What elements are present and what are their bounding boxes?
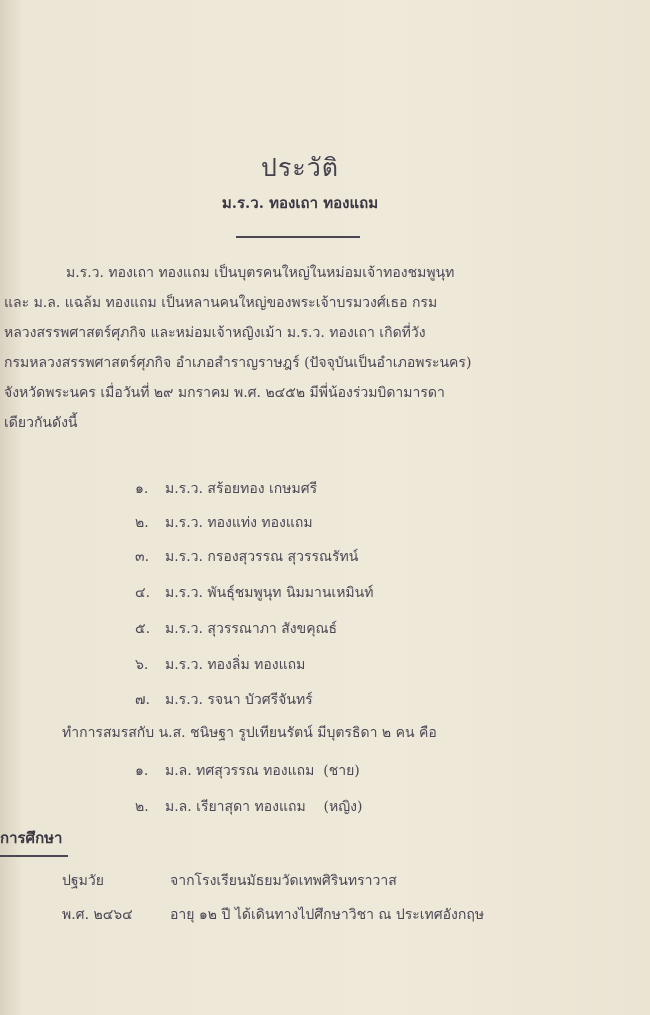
child-gender: (หญิง) — [323, 799, 363, 815]
sibling-name: ม.ร.ว. ทองแท่ง ทองแถม — [165, 515, 313, 531]
title-divider — [236, 236, 360, 238]
sibling-item — [135, 582, 373, 604]
sibling-name: ม.ร.ว. ทองลิ่ม ทองแถม — [165, 657, 306, 673]
sibling-number: ๑. — [135, 481, 149, 497]
intro-line: ม.ร.ว. ทองเถา ทองแถม เป็นบุตรคนใหญ่ในหม่อมเจ้าทองชมพูนุท — [66, 265, 455, 281]
sibling-number: ๕. — [135, 621, 151, 637]
sibling-item — [135, 478, 317, 500]
sibling-name: ม.ร.ว. สร้อยทอง เกษมศรี — [165, 481, 318, 497]
education-heading: การศึกษา — [0, 829, 63, 847]
education-label: ปฐมวัย — [62, 873, 104, 889]
sibling-name: ม.ร.ว. รจนา บัวศรีจันทร์ — [165, 692, 313, 708]
intro-line: จังหวัดพระนคร เมื่อวันที่ ๒๙ มกราคม พ.ศ. ๒๔๕๒ มีพี่น้องร่วมบิดามารดา — [4, 385, 445, 401]
child-item — [135, 796, 362, 818]
education-row — [62, 870, 397, 892]
education-heading-underline — [0, 855, 68, 857]
page-title: ประวัติ — [261, 153, 339, 182]
sibling-item — [135, 546, 358, 568]
sibling-name: ม.ร.ว. กรองสุวรรณ สุวรรณรัทน์ — [165, 549, 359, 565]
sibling-number: ๔. — [135, 585, 151, 601]
page-subtitle: ม.ร.ว. ทองเถา ทองแถม — [221, 194, 379, 212]
sibling-item — [135, 654, 305, 676]
sibling-name: ม.ร.ว. พันธุ์ชมพูนุท นิมมานเหมินท์ — [165, 585, 374, 601]
sibling-number: ๓. — [135, 549, 150, 565]
intro-line: หลวงสรรพศาสตร์ศุภกิจ และหม่อมเจ้าหญิงเม้า ม.ร.ว. ทองเถา เกิดที่วัง — [4, 325, 426, 341]
child-item — [135, 760, 360, 782]
sibling-item — [135, 512, 313, 534]
child-number: ๒. — [135, 799, 149, 815]
education-text: อายุ ๑๒ ปี ได้เดินทางไปศึกษาวิชา ณ ประเทศอังกฤษ — [170, 907, 485, 923]
education-text: จากโรงเรียนมัธยมวัดเทพศิรินทราวาส — [170, 873, 397, 889]
child-name: ม.ล. ทศสุวรรณ ทองแถม — [165, 763, 315, 779]
child-gender: (ชาย) — [323, 763, 360, 779]
sibling-item — [135, 689, 313, 711]
sibling-item — [135, 618, 337, 640]
education-label: พ.ศ. ๒๔๖๔ — [62, 907, 133, 923]
sibling-number: ๗. — [135, 692, 150, 708]
marriage-statement: ทำการสมรสกับ น.ส. ชนิษฐา รูปเทียนรัตน์ มีบุตรธิดา ๒ คน คือ — [62, 725, 437, 741]
sibling-number: ๒. — [135, 515, 149, 531]
intro-line: กรมหลวงสรรพศาสตร์ศุภกิจ อำเภอสำราญราษฎร์ (ปัจจุบันเป็นอำเภอพระนคร) — [4, 355, 472, 371]
sibling-name: ม.ร.ว. สุวรรณาภา สังขคุณธ์ — [165, 621, 338, 637]
intro-line: และ ม.ล. แฉล้ม ทองแถม เป็นหลานคนใหญ่ของพระเจ้าบรมวงศ์เธอ กรม — [4, 295, 438, 311]
intro-line: เดียวกันดังนี้ — [4, 415, 78, 431]
sibling-number: ๖. — [135, 657, 149, 673]
child-name: ม.ล. เรียาสุดา ทองแถม — [165, 799, 306, 815]
intro-paragraph — [4, 258, 594, 438]
child-number: ๑. — [135, 763, 149, 779]
education-row — [62, 904, 484, 926]
